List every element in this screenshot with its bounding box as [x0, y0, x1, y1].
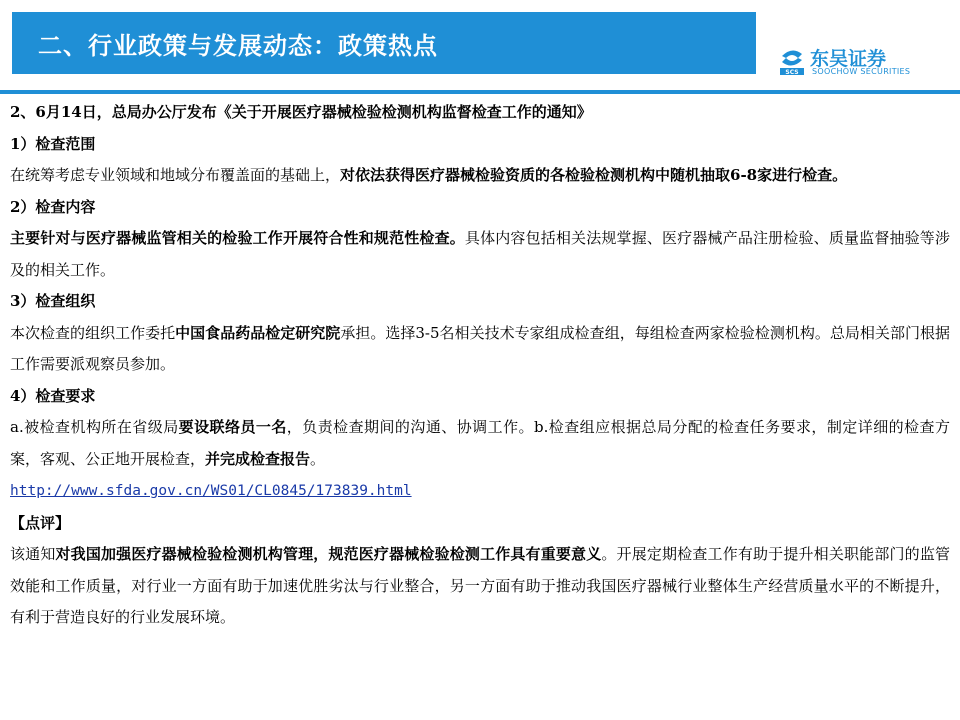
- review-title: 【点评】: [10, 513, 71, 532]
- headline: 2、6月14日，总局办公厅发布《关于开展医疗器械检验检测机构监督检查工作的通知》: [10, 103, 592, 121]
- header-bar: [12, 12, 756, 74]
- logo-english-name: SOOCHOW SECURITIES: [812, 67, 911, 76]
- section-2-title: 2）检查内容: [10, 197, 96, 216]
- svg-text:SCS: SCS: [785, 69, 799, 76]
- source-link-line: [10, 475, 950, 508]
- section-3-body: 本次检查的组织工作委托中国食品药品检定研究院承担。选择3-5名相关技术专家组成检查组，每组检查两家检验检测机构。总局相关部门根据工作需要派观察员参加。: [10, 323, 950, 373]
- section-2-body: 主要针对与医疗器械监管相关的检验工作开展符合性和规范性检查。具体内容包括相关法规掌握、医疗器械产品注册检验、质量监督抽验等涉及的相关工作。: [10, 229, 950, 279]
- section-3-title: 3）检查组织: [10, 292, 96, 310]
- section-1-body: 在统筹考虑专业领域和地域分布覆盖面的基础上，对依法获得医疗器械检验资质的各检验检测机构中随机抽取6-8家进行检查。: [10, 166, 848, 184]
- source-link[interactable]: http://www.sfda.gov.cn/WS01/CL0845/173839.html: [10, 483, 412, 499]
- section-1-title: 1）检查范围: [10, 134, 96, 153]
- page-title: 二、行业政策与发展动态：政策热点: [38, 31, 438, 60]
- section-4-body: a.被检查机构所在省级局要设联络员一名，负责检查期间的沟通、协调工作。b.检查组应根据总局分配的检查任务要求，制定详细的检查方案，客观、公正地开展检查，并完成检查报告。: [10, 418, 950, 468]
- logo-mark-icon: [778, 46, 806, 76]
- review-body: 该通知对我国加强医疗器械检验检测机构管理，规范医疗器械检验检测工作具有重要意义。开展定期检查工作有助于提升相关职能部门的监管效能和工作质量，对行业一方面有助于加速优胜劣汰与行业整合，另一方面有助于推动我国医疗器械行业整体生产经营质量水平的不断提升，有利于营造良好的行业发展环境。: [10, 545, 950, 626]
- article-body: [10, 97, 950, 634]
- logo-chinese-name: 东吴证券: [810, 48, 887, 70]
- company-logo: [778, 44, 948, 80]
- section-4-title: 4）检查要求: [10, 386, 96, 405]
- header-divider: [0, 90, 960, 94]
